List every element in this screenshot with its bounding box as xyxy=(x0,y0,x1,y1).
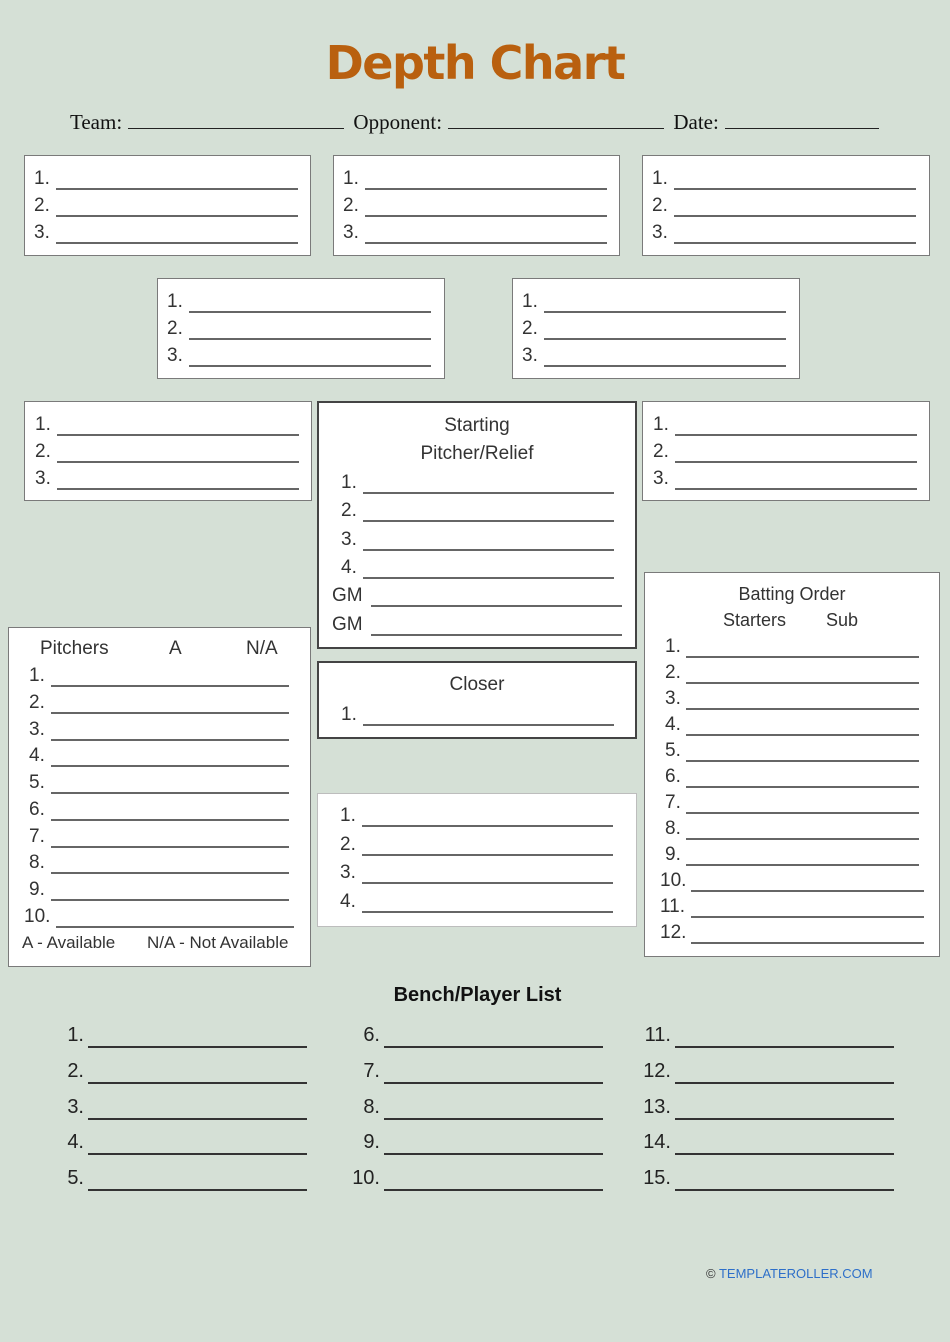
batting-line[interactable]: 2. xyxy=(665,662,935,686)
date-field[interactable] xyxy=(725,110,879,129)
pitcher-line[interactable]: 1. xyxy=(341,472,621,496)
batting-order-title: Batting Order xyxy=(738,584,846,604)
bench-line[interactable]: 3. xyxy=(40,1096,310,1122)
depth-line[interactable]: 2. xyxy=(340,834,620,858)
page-title: Depth Chart xyxy=(325,36,625,90)
depth-line[interactable]: 2. xyxy=(167,318,437,342)
pitcher-line[interactable]: 8. xyxy=(29,852,304,876)
bench-line[interactable]: 12. xyxy=(627,1060,897,1086)
pitcher-line[interactable]: 9. xyxy=(29,879,304,903)
starters-col-header: Starters xyxy=(723,610,787,630)
closer-box xyxy=(317,661,637,739)
batting-line[interactable]: 7. xyxy=(665,792,935,816)
footer-credit xyxy=(706,1266,873,1281)
bench-line[interactable]: 10. xyxy=(336,1167,606,1193)
starting-pitcher-title-1: Starting xyxy=(444,415,510,436)
pitcher-line[interactable]: 2. xyxy=(341,500,621,524)
pitcher-line[interactable]: 5. xyxy=(29,772,304,796)
position-box-low-left xyxy=(24,401,312,501)
depth-line[interactable]: 2. xyxy=(35,441,305,465)
gm-line[interactable]: GM xyxy=(332,585,627,609)
team-field[interactable] xyxy=(128,110,344,129)
starting-pitcher-title-2: Pitcher/Relief xyxy=(420,443,534,464)
bench-line[interactable]: 11. xyxy=(627,1024,897,1050)
team-label: Team: xyxy=(70,110,123,134)
depth-line[interactable]: 2. xyxy=(653,441,923,465)
bench-line[interactable]: 6. xyxy=(336,1024,606,1050)
available-col-header: A xyxy=(169,638,182,659)
batting-line[interactable]: 9. xyxy=(665,844,935,868)
batting-order-box xyxy=(644,572,940,957)
depth-line[interactable]: 3. xyxy=(343,222,613,246)
header-fields xyxy=(70,110,883,135)
depth-line[interactable]: 1. xyxy=(343,168,613,192)
gm-line[interactable]: GM xyxy=(332,614,627,638)
bench-line[interactable]: 5. xyxy=(40,1167,310,1193)
copyright-icon: © xyxy=(706,1266,716,1281)
depth-line[interactable]: 3. xyxy=(167,345,437,369)
position-box-low-right xyxy=(642,401,930,501)
batting-line[interactable]: 4. xyxy=(665,714,935,738)
depth-line[interactable]: 2. xyxy=(522,318,792,342)
position-box-top-center xyxy=(333,155,620,256)
date-label: Date: xyxy=(673,110,719,134)
bench-line[interactable]: 14. xyxy=(627,1131,897,1157)
depth-line[interactable]: 3. xyxy=(340,862,620,886)
bench-title: Bench/Player List xyxy=(393,984,562,1006)
sub-col-header: Sub xyxy=(826,610,859,630)
depth-line[interactable]: 1. xyxy=(35,414,305,438)
batting-line[interactable]: 8. xyxy=(665,818,935,842)
depth-line[interactable]: 4. xyxy=(340,891,620,915)
depth-line[interactable]: 3. xyxy=(34,222,304,246)
batting-line[interactable]: 5. xyxy=(665,740,935,764)
bench-line[interactable]: 7. xyxy=(336,1060,606,1086)
batting-line[interactable]: 10. xyxy=(660,870,935,894)
position-box-top-right xyxy=(642,155,930,256)
bench-line[interactable]: 13. xyxy=(627,1096,897,1122)
closer-line[interactable]: 1. xyxy=(341,704,621,728)
legend-available: A - Available xyxy=(22,933,116,952)
depth-line[interactable]: 3. xyxy=(522,345,792,369)
pitcher-line[interactable]: 10. xyxy=(24,906,304,930)
opponent-field[interactable] xyxy=(448,110,664,129)
starting-pitcher-box xyxy=(317,401,637,649)
position-box-top-left xyxy=(24,155,311,256)
pitcher-line[interactable]: 7. xyxy=(29,826,304,850)
bench-line[interactable]: 15. xyxy=(627,1167,897,1193)
batting-line[interactable]: 3. xyxy=(665,688,935,712)
batting-line[interactable]: 12. xyxy=(660,922,935,946)
depth-line[interactable]: 2. xyxy=(652,195,922,219)
pitcher-line[interactable]: 3. xyxy=(341,529,621,553)
position-box-mid-left xyxy=(157,278,445,379)
depth-line[interactable]: 3. xyxy=(653,468,923,492)
footer-brand-link[interactable]: TEMPLATEROLLER.COM xyxy=(718,1266,873,1281)
depth-line[interactable]: 2. xyxy=(34,195,304,219)
pitcher-line[interactable]: 1. xyxy=(29,665,304,689)
legend-not-available: N/A - Not Available xyxy=(147,933,289,952)
depth-line[interactable]: 1. xyxy=(653,414,923,438)
batting-line[interactable]: 1. xyxy=(665,636,935,660)
batting-line[interactable]: 6. xyxy=(665,766,935,790)
bench-line[interactable]: 8. xyxy=(336,1096,606,1122)
pitcher-line[interactable]: 3. xyxy=(29,719,304,743)
depth-line[interactable]: 1. xyxy=(340,805,620,829)
pitchers-box xyxy=(8,627,311,967)
depth-line[interactable]: 3. xyxy=(35,468,305,492)
depth-line[interactable]: 1. xyxy=(652,168,922,192)
not-available-col-header: N/A xyxy=(246,638,278,659)
pitcher-line[interactable]: 6. xyxy=(29,799,304,823)
bench-line[interactable]: 1. xyxy=(40,1024,310,1050)
pitchers-col-header: Pitchers xyxy=(40,638,109,659)
depth-line[interactable]: 2. xyxy=(343,195,613,219)
position-box-center-bottom xyxy=(317,793,637,927)
opponent-label: Opponent: xyxy=(353,110,443,134)
batting-line[interactable]: 11. xyxy=(660,896,935,920)
pitcher-line[interactable]: 2. xyxy=(29,692,304,716)
bench-line[interactable]: 4. xyxy=(40,1131,310,1157)
bench-line[interactable]: 2. xyxy=(40,1060,310,1086)
depth-line[interactable]: 1. xyxy=(34,168,304,192)
depth-line[interactable]: 1. xyxy=(522,291,792,315)
closer-title: Closer xyxy=(449,674,505,695)
position-box-mid-right xyxy=(512,278,800,379)
depth-line[interactable]: 3. xyxy=(652,222,922,246)
pitcher-line[interactable]: 4. xyxy=(29,745,304,769)
pitcher-line[interactable]: 4. xyxy=(341,557,621,581)
bench-line[interactable]: 9. xyxy=(336,1131,606,1157)
depth-line[interactable]: 1. xyxy=(167,291,437,315)
